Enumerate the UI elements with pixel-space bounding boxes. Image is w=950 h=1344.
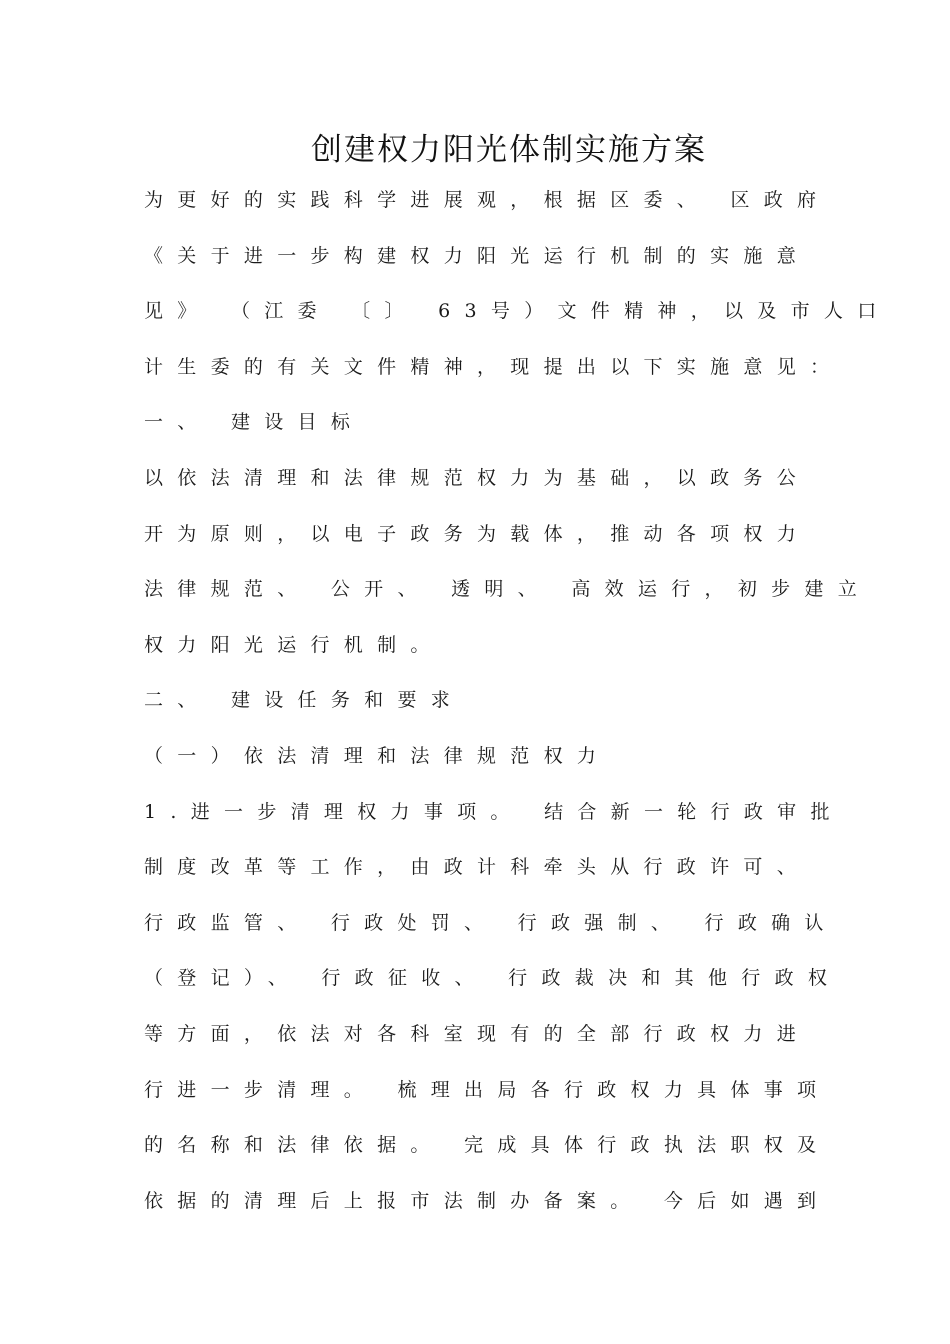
text-line: 等方面，依法对各科室现有的全部行政权力进: [144, 1022, 811, 1045]
text-line: 制度改革等工作，由政计科牵头从行政许可、: [144, 856, 811, 879]
text-line: 法律规范、 公开、 透明、 高效运行，初步建立: [144, 578, 872, 601]
document-body: [144, 186, 891, 1242]
text-line: 见》 （江委 〔〕 63号）文件精神，以及市人口: [144, 300, 891, 323]
text-line: 计生委的有关文件精神，现提出以下实施意见：: [144, 355, 844, 378]
subsection-heading: （一）依法清理和法律规范权力: [144, 744, 611, 767]
text-line: 1.进一步清理权力事项。 结合新一轮行政审批: [144, 800, 844, 823]
section-heading: 一、 建设目标: [144, 411, 365, 434]
text-line: 行政监管、 行政处罚、 行政强制、 行政确认: [144, 911, 838, 934]
text-line: 《关于进一步构建权力阳光运行机制的实施意: [144, 244, 811, 267]
text-line: 以依法清理和法律规范权力为基础，以政务公: [144, 466, 811, 489]
text-line: 行进一步清理。 梳理出局各行政权力具体事项: [144, 1078, 831, 1101]
text-line: 为更好的实践科学进展观，根据区委、 区政府: [144, 189, 831, 211]
text-line: 权力阳光运行机制。: [144, 633, 444, 656]
section-heading: 二、 建设任务和要求: [144, 689, 465, 712]
text-line: 的名称和法律依据。 完成具体行政执法职权及: [144, 1134, 831, 1157]
text-line: （登记）、 行政征收、 行政裁决和其他行政权: [144, 967, 842, 990]
document-title: 创建权力阳光体制实施方案: [311, 132, 707, 168]
text-line: 开为原则，以电子政务为载体，推动各项权力: [144, 522, 811, 545]
text-line: 依据的清理后上报市法制办备案。 今后如遇到: [144, 1189, 831, 1212]
